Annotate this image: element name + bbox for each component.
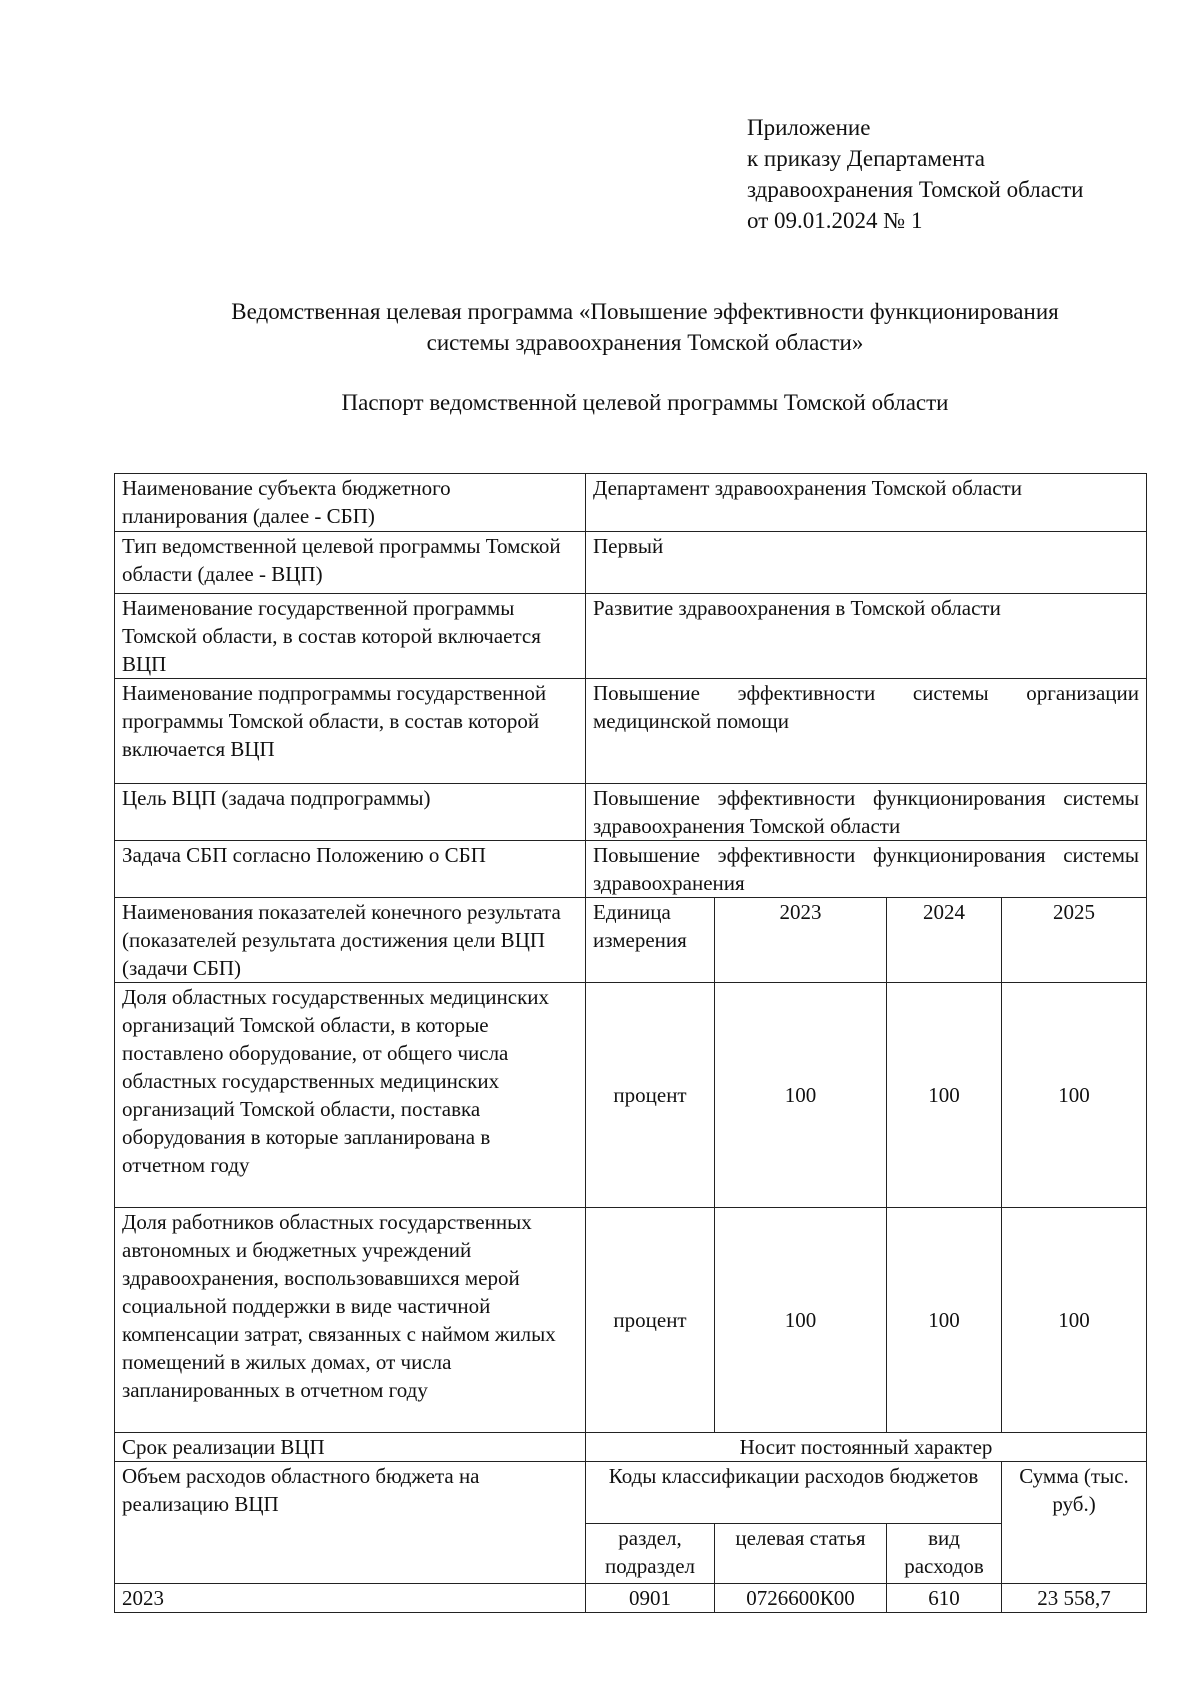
expenses-header-row <box>115 1462 1147 1524</box>
indicator-value-2023: 100 <box>715 983 887 1208</box>
row-value: Повышение эффективности функционирования системы здравоохранения Томской области <box>586 784 1147 841</box>
kind-header: вид расходов <box>887 1524 1002 1584</box>
indicators-header-row <box>115 898 1147 983</box>
appendix-line: здравоохранения Томской области <box>747 177 1084 202</box>
row-value: Департамент здравоохранения Томской области <box>586 474 1147 532</box>
table-row <box>115 841 1147 898</box>
expense-sum: 23 558,7 <box>1002 1584 1147 1613</box>
indicator-row <box>115 983 1147 1208</box>
indicators-header-label: Наименования показателей конечного результата (показателей результата достижения цели ВЦП (задачи СБП) <box>115 898 586 983</box>
expense-section: 0901 <box>586 1584 715 1613</box>
sum-header: Сумма (тыс. руб.) <box>1002 1462 1147 1584</box>
program-title: Ведомственная целевая программа «Повышение эффективности функционирования системы здравоохранения Томской области» <box>231 299 1059 355</box>
row-label: Цель ВЦП (задача подпрограммы) <box>115 784 586 841</box>
term-row <box>115 1433 1147 1462</box>
term-label: Срок реализации ВЦП <box>115 1433 586 1462</box>
table-row <box>115 532 1147 594</box>
row-label: Наименование государственной программы Томской области, в состав которой включается ВЦП <box>115 594 586 679</box>
indicator-label: Доля областных государственных медицинских организаций Томской области, в которые поставлено оборудование, от общего числа областных государственных медицинских организаций Томской области, поставка оборудования в которые запланирована в отчетном году <box>115 983 586 1208</box>
term-value: Носит постоянный характер <box>586 1433 1147 1462</box>
passport-title: Паспорт ведомственной целевой программы Томской области <box>341 390 949 415</box>
indicator-label: Доля работников областных государственных автономных и бюджетных учреждений здравоохранения, воспользовавшихся мерой социальной поддержки в виде частичной компенсации затрат, связанных с наймом жилых помещений в жилых домах, от числа запланированных в отчетном году <box>115 1208 586 1433</box>
indicator-unit: процент <box>586 983 715 1208</box>
expense-kind: 610 <box>887 1584 1002 1613</box>
indicator-value-2024: 100 <box>887 1208 1002 1433</box>
year-header-2024: 2024 <box>887 898 1002 983</box>
table-row <box>115 594 1147 679</box>
table-row <box>115 474 1147 532</box>
appendix-block <box>747 112 1083 236</box>
passport-table <box>114 473 1147 1613</box>
year-header-2025: 2025 <box>1002 898 1147 983</box>
indicator-value-2025: 100 <box>1002 983 1147 1208</box>
row-label: Задача СБП согласно Положению о СБП <box>115 841 586 898</box>
table-row <box>115 784 1147 841</box>
expense-row-2023 <box>115 1584 1147 1613</box>
codes-header: Коды классификации расходов бюджетов <box>586 1462 1002 1524</box>
year-header-2023: 2023 <box>715 898 887 983</box>
row-label: Наименование субъекта бюджетного планирования (далее - СБП) <box>115 474 586 532</box>
appendix-line: к приказу Департамента <box>747 146 985 171</box>
row-value: Первый <box>586 532 1147 594</box>
indicator-value-2025: 100 <box>1002 1208 1147 1433</box>
indicator-unit: процент <box>586 1208 715 1433</box>
appendix-date: от 09.01.2024 № 1 <box>747 208 923 233</box>
unit-header: Единица измерения <box>586 898 715 983</box>
row-label: Наименование подпрограммы государственной программы Томской области, в состав которой включается ВЦП <box>115 679 586 784</box>
row-value: Повышение эффективности функционирования системы здравоохранения <box>586 841 1147 898</box>
table-row <box>115 679 1147 784</box>
row-label: Тип ведомственной целевой программы Томской области (далее - ВЦП) <box>115 532 586 594</box>
row-value: Развитие здравоохранения в Томской области <box>586 594 1147 679</box>
appendix-line: Приложение <box>747 115 871 140</box>
section-header: раздел, подраздел <box>586 1524 715 1584</box>
expense-article: 0726600К00 <box>715 1584 887 1613</box>
expense-year: 2023 <box>115 1584 586 1613</box>
expenses-label: Объем расходов областного бюджета на реализацию ВЦП <box>115 1462 586 1584</box>
indicator-row <box>115 1208 1147 1433</box>
indicator-value-2023: 100 <box>715 1208 887 1433</box>
article-header: целевая статья <box>715 1524 887 1584</box>
row-value: Повышение эффективности системы организации медицинской помощи <box>586 679 1147 784</box>
indicator-value-2024: 100 <box>887 983 1002 1208</box>
